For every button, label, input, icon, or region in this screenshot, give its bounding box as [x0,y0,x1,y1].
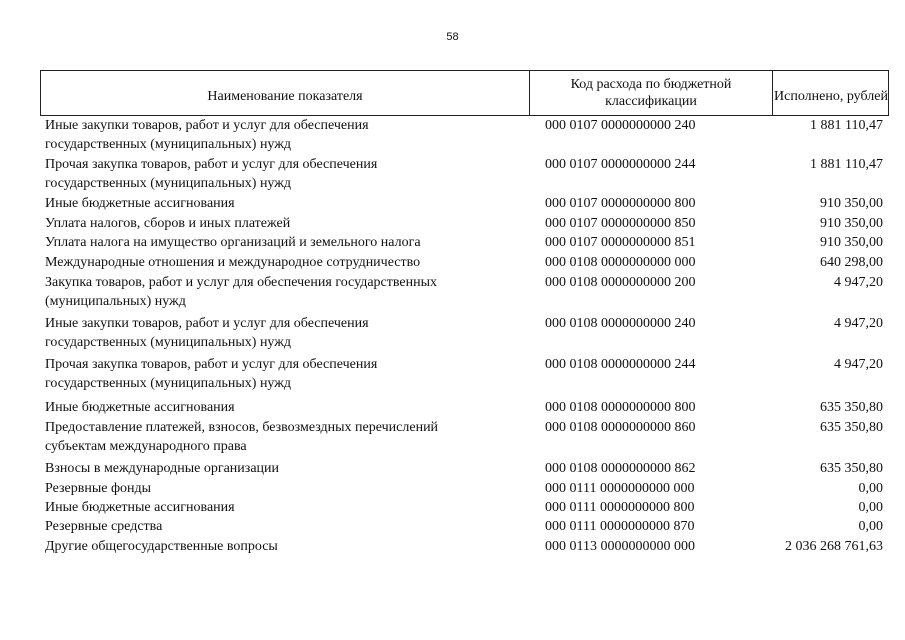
row-code: 000 0111 0000000000 000 [545,481,695,496]
row-name: Иные закупки товаров, работ и услуг для обеспечения государственных (муниципальных) нужд [45,118,369,152]
row-code: 000 0108 0000000000 860 [545,420,696,435]
row-code: 000 0111 0000000000 870 [545,519,695,534]
row-name: Иные закупки товаров, работ и услуг для обеспечения государственных (муниципальных) нужд [45,316,369,350]
row-code: 000 0108 0000000000 800 [545,400,696,415]
row-amount: 635 350,80 [820,420,883,435]
row-code: 000 0111 0000000000 800 [545,500,695,515]
row-amount: 0,00 [858,481,883,496]
row-code: 000 0108 0000000000 000 [545,255,696,270]
row-name: Иные бюджетные ассигнования [45,500,235,515]
row-code: 000 0107 0000000000 244 [545,157,696,172]
row-code: 000 0107 0000000000 851 [545,235,696,250]
row-amount: 2 036 268 761,63 [785,539,883,554]
row-code: 000 0108 0000000000 240 [545,316,696,331]
row-name: Другие общегосударственные вопросы [45,539,278,554]
row-code: 000 0113 0000000000 000 [545,539,695,554]
row-amount: 640 298,00 [820,255,883,270]
row-name: Уплата налогов, сборов и иных платежей [45,216,291,231]
header-executed: Исполнено, рублей [772,71,889,115]
row-amount: 4 947,20 [834,316,883,331]
row-name: Закупка товаров, работ и услуг для обеспечения государственных (муниципальных) нужд [45,275,438,309]
row-name: Иные бюджетные ассигнования [45,196,235,211]
header-name: Наименование показателя [207,88,363,104]
row-amount: 910 350,00 [820,216,883,231]
row-name: Прочая закупка товаров, работ и услуг для обеспечения государственных (муниципальных) нужд [45,157,378,191]
row-code: 000 0108 0000000000 244 [545,357,696,372]
row-code: 000 0107 0000000000 850 [545,216,696,231]
row-amount: 1 881 110,47 [810,157,883,172]
row-amount: 0,00 [858,500,883,515]
page-number: 58 [446,31,459,43]
row-code: 000 0108 0000000000 862 [545,461,696,476]
row-name: Иные бюджетные ассигнования [45,400,235,415]
row-amount: 635 350,80 [820,400,883,415]
row-name: Резервные фонды [45,481,152,496]
row-name: Прочая закупка товаров, работ и услуг для обеспечения государственных (муниципальных) нужд [45,357,378,391]
row-name: Уплата налога на имущество организаций и земельного налога [45,235,421,250]
row-amount: 0,00 [858,519,883,534]
row-code: 000 0107 0000000000 240 [545,118,696,133]
row-name: Взносы в международные организации [45,461,280,476]
row-name: Резервные средства [45,519,163,534]
row-amount: 635 350,80 [820,461,883,476]
row-code: 000 0108 0000000000 200 [545,275,696,290]
header-code: Код расхода по бюджетной классификации [529,71,772,115]
row-amount: 4 947,20 [834,357,883,372]
row-amount: 4 947,20 [834,275,883,290]
row-amount: 1 881 110,47 [810,118,883,133]
row-name: Международные отношения и международное сотрудничество [45,255,421,270]
row-name: Предоставление платежей, взносов, безвозмездных перечислений субъектам международного права [45,420,439,454]
row-code: 000 0107 0000000000 800 [545,196,696,211]
row-amount: 910 350,00 [820,235,883,250]
row-amount: 910 350,00 [820,196,883,211]
